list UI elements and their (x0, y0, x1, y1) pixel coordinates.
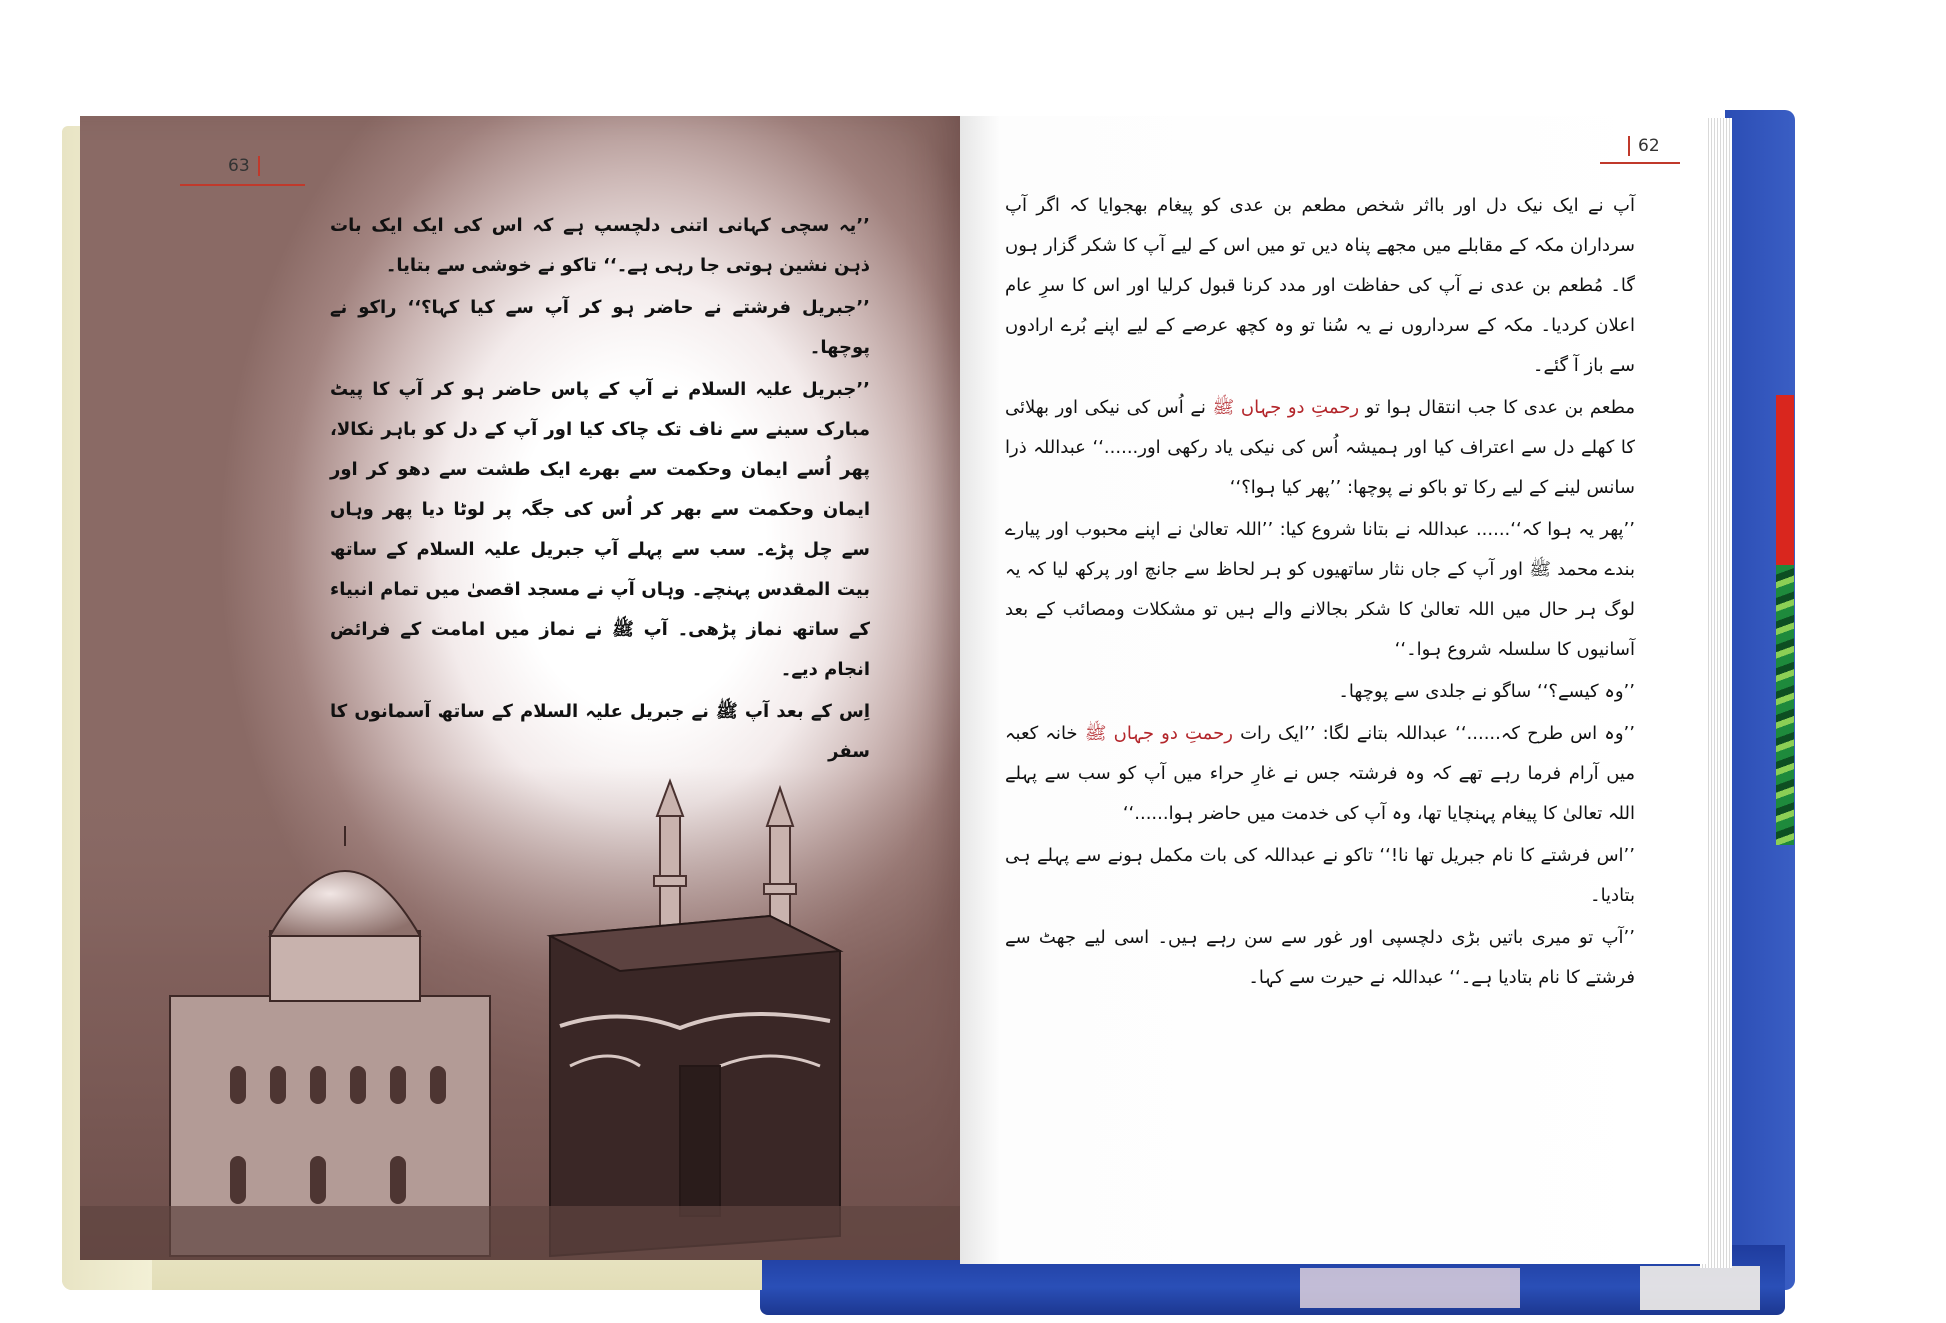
cover-art-red-strip (1776, 395, 1794, 570)
mosque-kaaba-illustration (80, 766, 960, 1260)
left-paragraph: ’’جبریل علیہ السلام نے آپ کے پاس حاضر ہو کر آپ کا پیٹ مبارک سینے سے ناف تک چاک کیا اور آپ کے دل کو باہر نکالا، پھر اُسے ایمان وحکمت سے بھرے ایک طشت سے دھو کر اور ایمان وحکمت سے بھر کر اُس کی جگہ پر لوٹا دیا پھر وہاں سے چل پڑے۔ سب سے پہلے آپ جبریل علیہ السلام کے ساتھ بیت المقدس پہنچے۔ وہاں آپ نے مسجد اقصیٰ میں تمام انبیاء کے ساتھ نماز پڑھی۔ آپ ﷺ نے نماز میں امامت کے فرائض انجام دیے۔ (330, 379, 870, 680)
cover-art-foliage-strip (1776, 565, 1794, 845)
text-run: ’’وہ اس طرح کہ......‘‘ عبداللہ بتانے لگا: ’’ایک رات (1240, 723, 1635, 744)
right-page (960, 116, 1708, 1264)
right-page-text (1005, 186, 1635, 1000)
text-run: مطعم بن عدی کا جب انتقال ہوا تو (1365, 397, 1636, 418)
text-run: خانہ کعبہ میں آرام فرما رہے تھے کہ وہ فرشتہ جس نے غارِ حراء میں آپ کو سب سے پہلے اللہ تعالیٰ کا پیغام پہنچایا تھا، وہ آپ کی خدمت میں حاضر ہوا......‘‘ (1005, 723, 1635, 824)
right-paragraph: ’’وہ کیسے؟‘‘ ساگو نے جلدی سے پوچھا۔ (1338, 681, 1635, 702)
page-number-rule (180, 184, 305, 186)
cover-art-patch (1640, 1266, 1760, 1310)
left-paragraph: ’’جبریل فرشتے نے حاضر ہو کر آپ سے کیا کہا؟‘‘ راکو نے پوچھا۔ (330, 297, 870, 358)
right-paragraph: ’’آپ تو میری باتیں بڑی دلچسپی اور غور سے سن رہے ہیں۔ اسی لیے جھٹ سے فرشتے کا نام بتادیا ہے۔‘‘ عبداللہ نے حیرت سے کہا۔ (1005, 927, 1635, 988)
left-paragraph: اِس کے بعد آپ ﷺ نے جبریل علیہ السلام کے ساتھ آسمانوں کا سفر (330, 701, 870, 762)
right-paragraph: ’’اس فرشتے کا نام جبریل تھا نا!‘‘ تاکو نے عبداللہ کی بات مکمل ہونے سے پہلے ہی بتادیا۔ (1005, 845, 1635, 906)
right-paragraph: آپ نے ایک نیک دل اور بااثر شخص مطعم بن عدی کو پیغام بھجوایا کہ اگر آپ سرداران مکہ کے مقابلے میں مجھے پناہ دیں تو میں اس کے لیے آپ کا شکر گزار ہوں گا۔ مُطعم بن عدی نے آپ کی حفاظت اور مدد کرنا قبول کرلیا اور اس کا سرِ عام اعلان کردیا۔ مکہ کے سرداروں نے یہ سُنا تو وہ کچھ عرصے کے لیے اپنے بُرے ارادوں سے باز آ گئے۔ (1005, 195, 1635, 376)
text-run: نے اُس کی نیکی اور بھلائی کا کھلے دل سے اعتراف کیا اور ہمیشہ اُس کی نیکی یاد رکھی اور......‘‘ عبداللہ ذرا سانس لینے کے لیے رکا تو باکو نے پوچھا: ’’پھر کیا ہوا؟‘‘ (1005, 397, 1635, 498)
right-paragraph: ’’پھر یہ ہوا کہ‘‘...... عبداللہ نے بتانا شروع کیا: ’’اللہ تعالیٰ نے اپنے محبوب اور پیارے بندے محمد ﷺ اور آپ کے جاں نثار ساتھیوں کو ہر لحاظ سے جانچ اور پرکھ لیا کہ یہ لوگ ہر حال میں اللہ تعالیٰ کا شکر بجالانے والے ہیں تو مشکلات ومصائب کے بعد آسانیوں کا سلسلہ شروع ہوا۔‘‘ (1005, 519, 1635, 660)
right-paragraph (1005, 714, 1635, 834)
left-page (80, 116, 961, 1260)
highlighted-phrase: رحمتِ دو جہاں ﷺ (1212, 397, 1360, 418)
highlighted-phrase: رحمتِ دو جہاں ﷺ (1084, 723, 1233, 744)
cover-art-patch (1300, 1268, 1520, 1308)
left-paragraph: ’’یہ سچی کہانی اتنی دلچسپ ہے کہ اس کی ایک ایک بات ذہن نشین ہوتی جا رہی ہے۔‘‘ تاکو نے خوشی سے بتایا۔ (330, 215, 870, 276)
page-number-right: 62 (1628, 136, 1660, 156)
left-page-text (330, 206, 870, 774)
page-number-rule (1600, 162, 1680, 164)
kaaba (550, 916, 840, 1256)
right-paragraph (1005, 388, 1635, 508)
page-number-left: 63 (228, 156, 260, 176)
